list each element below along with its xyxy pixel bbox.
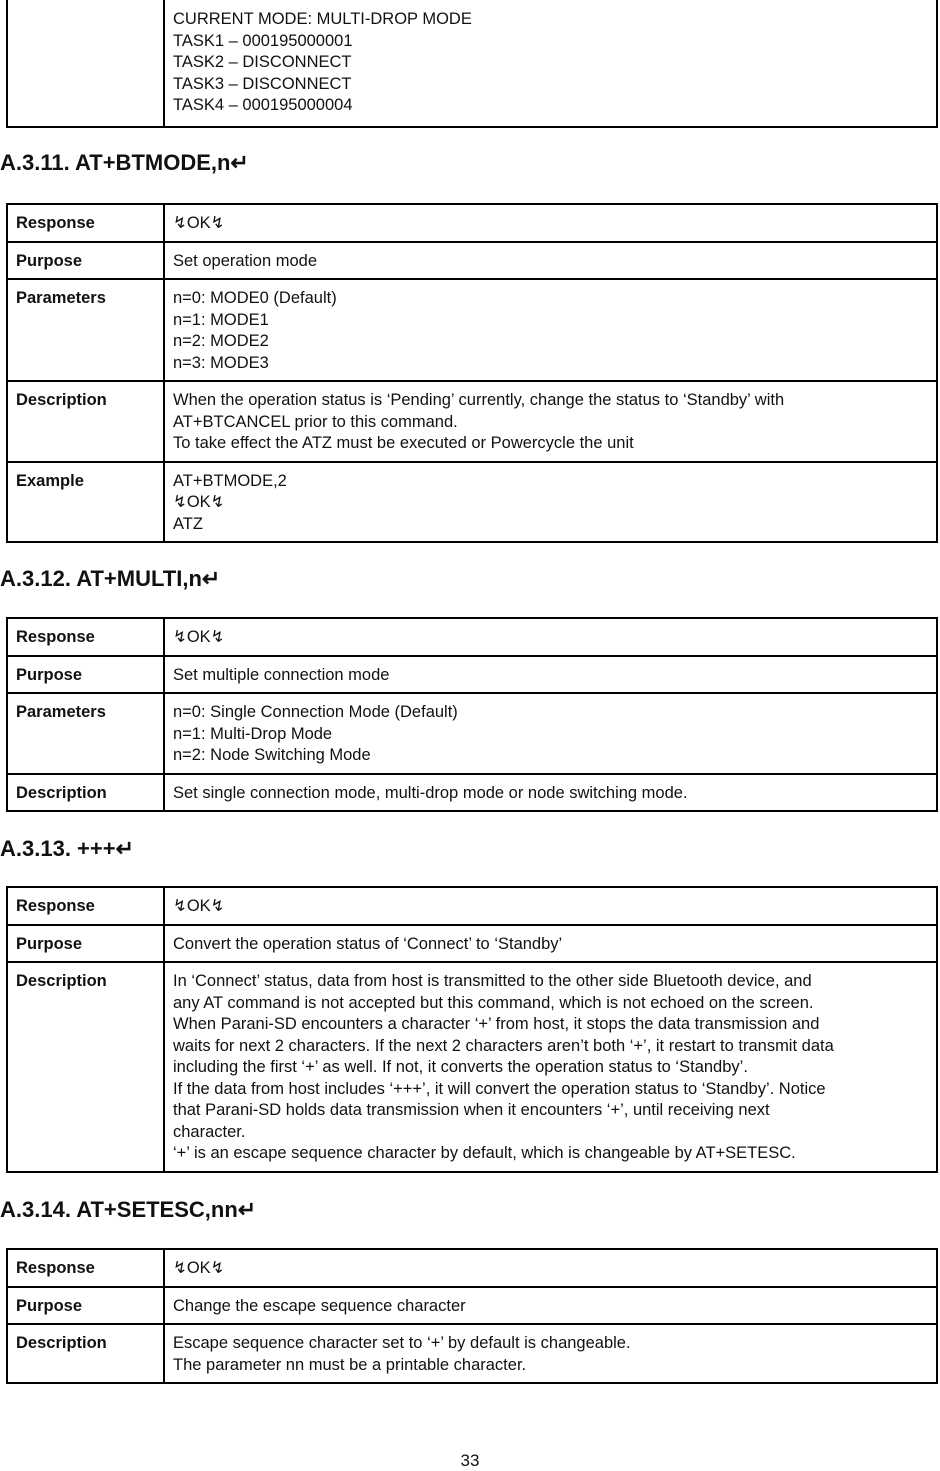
row-value: In ‘Connect’ status, data from host is transmitted to the other side Bluetooth device, and any AT command is not accepted but this command, which is not echoed on the screen. When Parani-SD encounters a character ‘+’ from host, it stops the data transmission and waits for next 2 characters. If the next 2 characters aren’t both ‘+’, it restart to transmit data including the first ‘+’ as well. If not, it converts the operation status to ‘Standby’. If the data from host includes ‘+++’, it will convert the operation status to ‘Standby’. Notice that Parani-SD holds data transmission when it encounters ‘+’, until receiving next character. ‘+’ is an escape sequence character by default, which is changeable by AT+SETESC.	[164, 962, 937, 1172]
table-row	[7, 925, 937, 963]
table-row	[7, 1249, 937, 1287]
table-row	[7, 0, 937, 127]
table-row	[7, 693, 937, 774]
row-key: Purpose	[7, 925, 164, 963]
btmode-table	[6, 203, 938, 543]
setesc-table	[6, 1248, 938, 1384]
page-number: 33	[460, 1451, 480, 1470]
table-row	[7, 887, 937, 925]
row-value: Set multiple connection mode	[164, 656, 937, 694]
row-key: Response	[7, 618, 164, 656]
row-key: Parameters	[7, 279, 164, 381]
table-row	[7, 1324, 937, 1383]
row-key: Purpose	[7, 1287, 164, 1325]
row-value: Convert the operation status of ‘Connect’ to ‘Standby’	[164, 925, 937, 963]
row-key: Description	[7, 1324, 164, 1383]
row-key: Description	[7, 774, 164, 812]
table-row	[7, 279, 937, 381]
table-row	[7, 656, 937, 694]
table-row	[7, 381, 937, 462]
row-value: AT+BTMODE,2 ↯OK↯ ATZ	[164, 462, 937, 543]
section-heading-escape: A.3.13. +++↵	[0, 836, 135, 861]
row-value: Change the escape sequence character	[164, 1287, 937, 1325]
section-heading-setesc: A.3.14. AT+SETESC,nn↵	[0, 1197, 257, 1222]
table-row	[7, 1287, 937, 1325]
row-value: n=0: MODE0 (Default) n=1: MODE1 n=2: MODE2 n=3: MODE3	[164, 279, 937, 381]
table-row	[7, 462, 937, 543]
section-heading-btmode: A.3.11. AT+BTMODE,n↵	[0, 150, 249, 175]
task-status-lines: CURRENT MODE: MULTI-DROP MODE TASK1 – 000195000001 TASK2 – DISCONNECT TASK3 – DISCONNECT TASK4 – 000195000004	[164, 0, 937, 127]
row-value: When the operation status is ‘Pending’ currently, change the status to ‘Standby’ with AT+BTCANCEL prior to this command. To take effect the ATZ must be executed or Powercycle the unit	[164, 381, 937, 462]
multi-table	[6, 617, 938, 812]
row-value: Set operation mode	[164, 242, 937, 280]
row-key: Description	[7, 381, 164, 462]
row-value: n=0: Single Connection Mode (Default) n=1: Multi-Drop Mode n=2: Node Switching Mode	[164, 693, 937, 774]
row-value: ↯OK↯	[164, 618, 937, 656]
row-key: Example	[7, 462, 164, 543]
section-heading-multi: A.3.12. AT+MULTI,n↵	[0, 566, 221, 591]
escape-table	[6, 886, 938, 1173]
row-key: Response	[7, 887, 164, 925]
table-key-cell	[7, 0, 164, 127]
row-key: Parameters	[7, 693, 164, 774]
row-value: Set single connection mode, multi-drop mode or node switching mode.	[164, 774, 937, 812]
table-row	[7, 618, 937, 656]
table-row	[7, 962, 937, 1172]
row-key: Purpose	[7, 656, 164, 694]
row-key: Response	[7, 1249, 164, 1287]
task-status-table	[6, 0, 938, 128]
row-key: Response	[7, 204, 164, 242]
row-value: ↯OK↯	[164, 887, 937, 925]
row-key: Purpose	[7, 242, 164, 280]
row-value: ↯OK↯	[164, 204, 937, 242]
table-row	[7, 774, 937, 812]
table-row	[7, 242, 937, 280]
row-key: Description	[7, 962, 164, 1172]
row-value: Escape sequence character set to ‘+’ by default is changeable. The parameter nn must be a printable character.	[164, 1324, 937, 1383]
table-row	[7, 204, 937, 242]
row-value: ↯OK↯	[164, 1249, 937, 1287]
